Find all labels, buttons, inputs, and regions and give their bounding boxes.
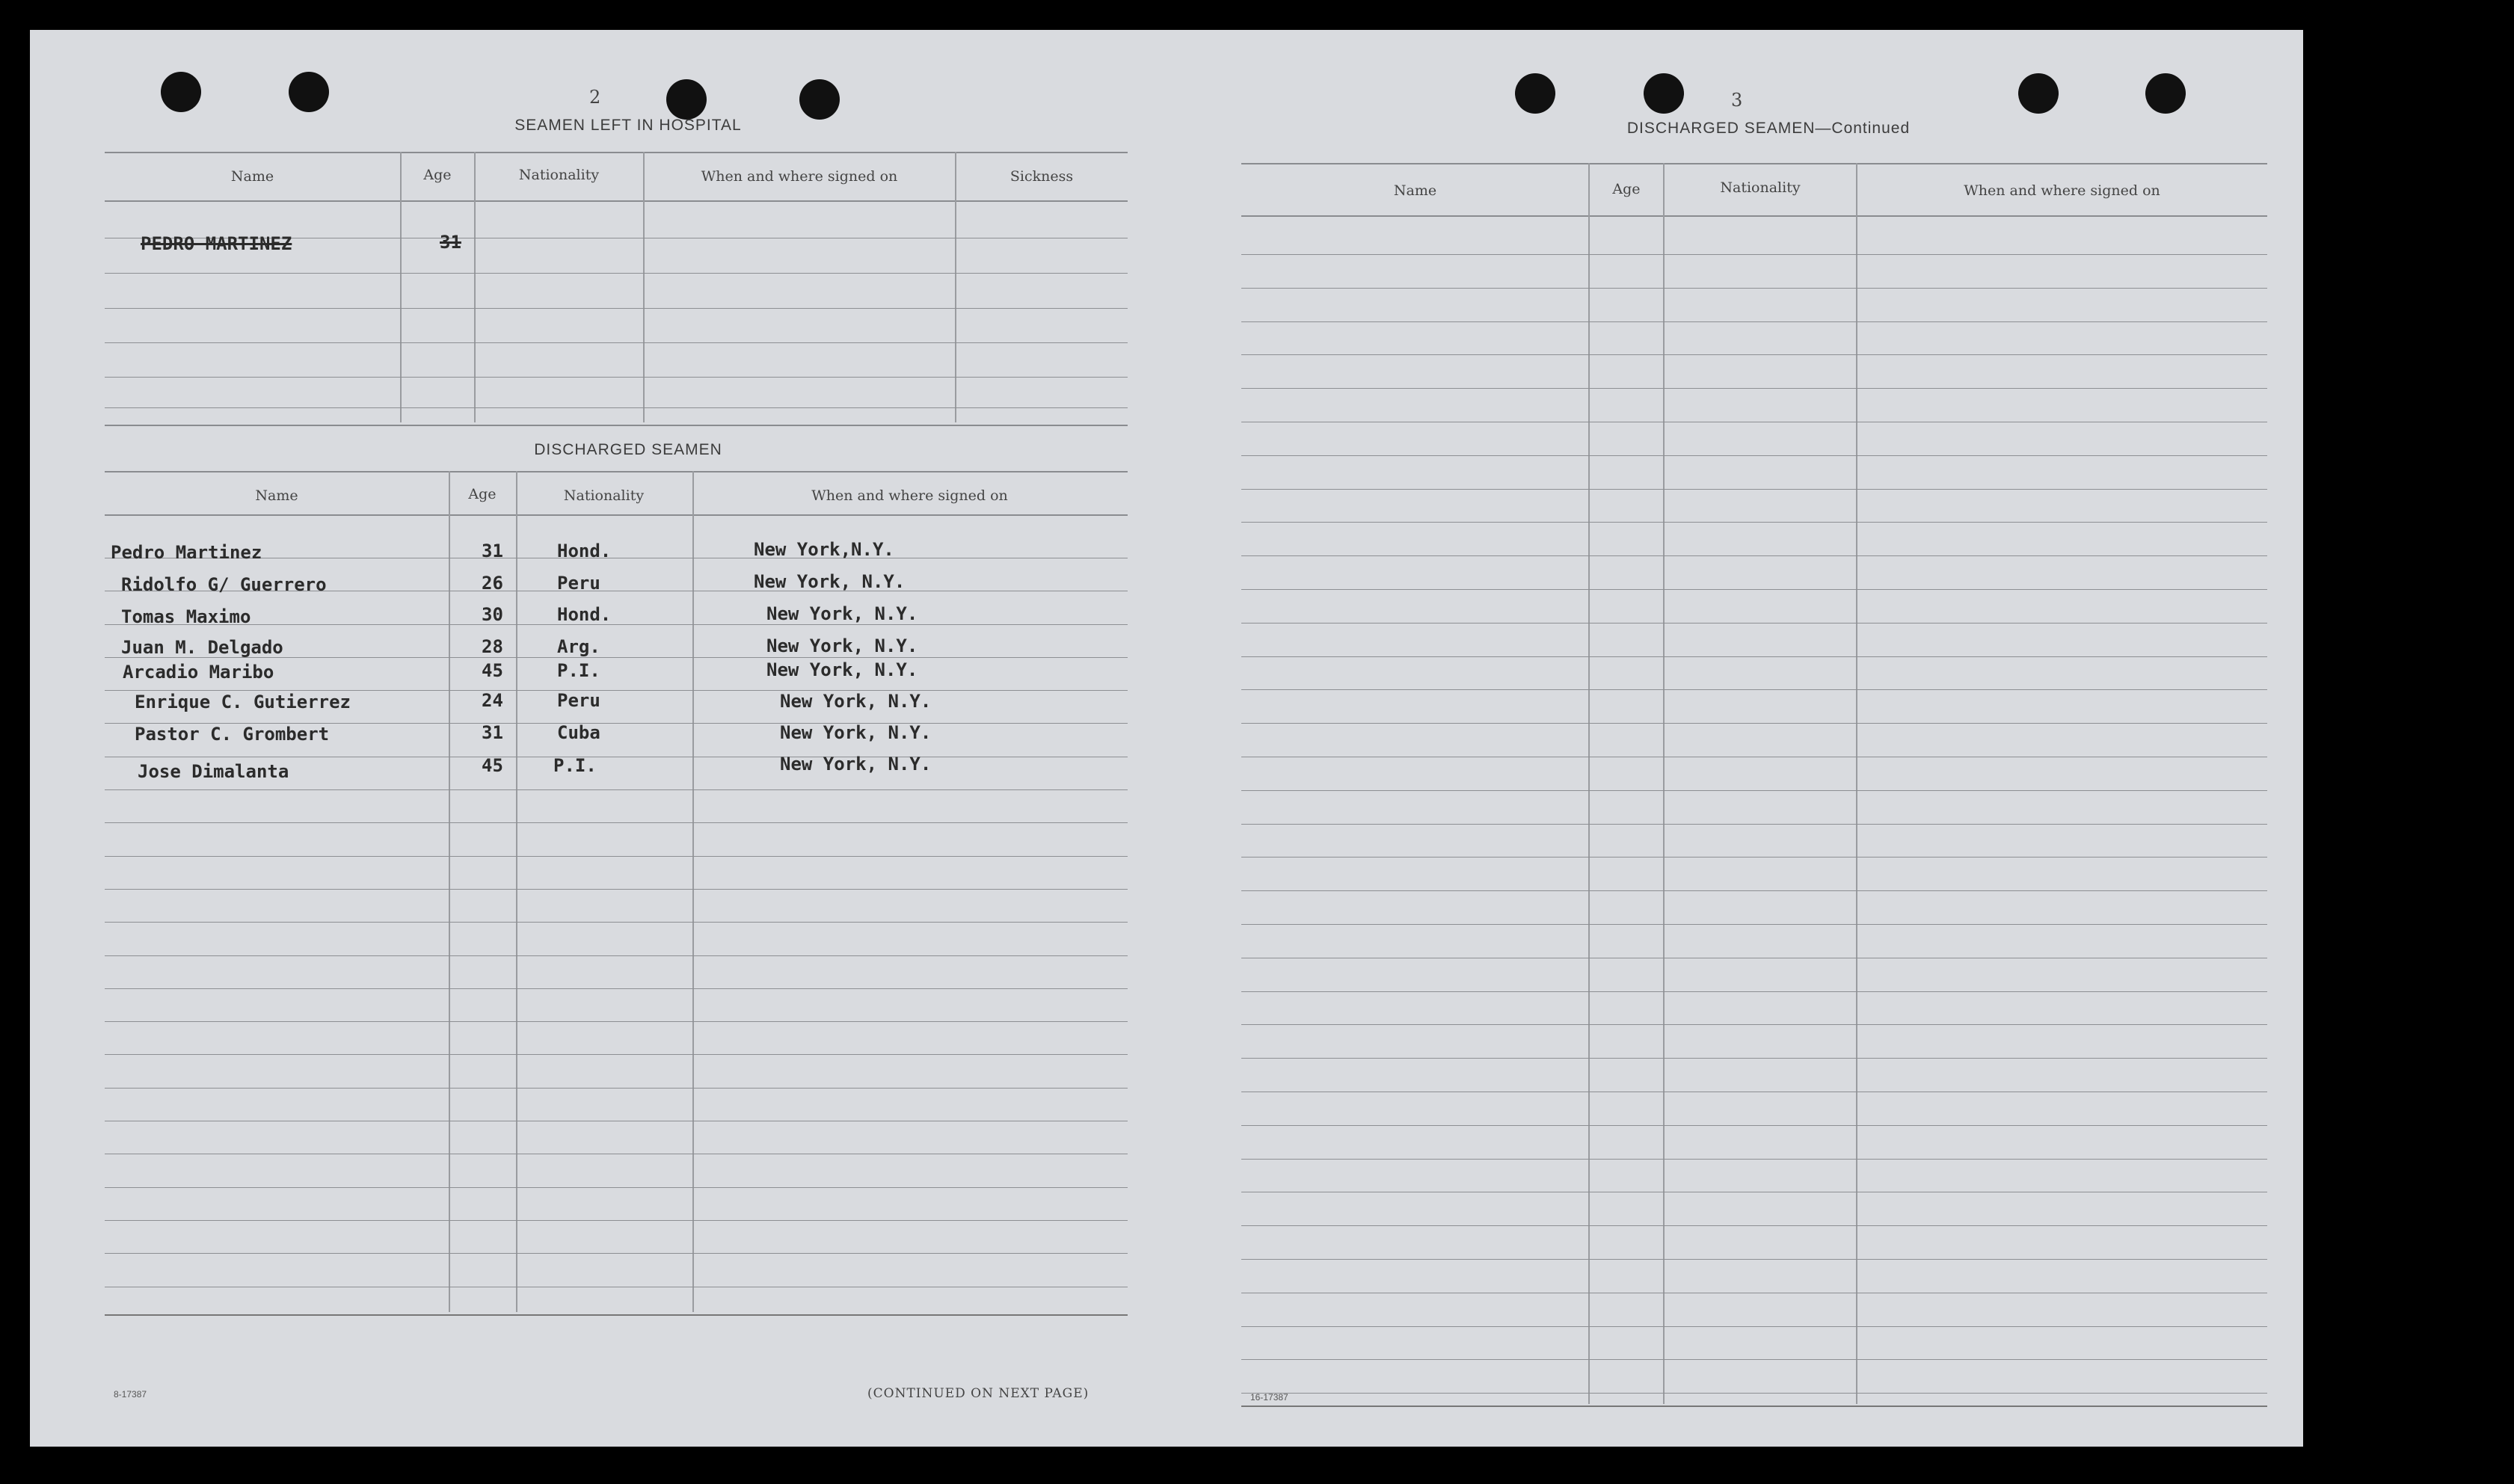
punch-hole bbox=[666, 79, 707, 120]
row-rule bbox=[1241, 1159, 2267, 1160]
row-rule bbox=[1241, 1259, 2267, 1260]
seaman-signed-on: New York, N.Y. bbox=[780, 691, 932, 712]
row-rule bbox=[105, 407, 1128, 408]
form-number: 16-17387 bbox=[1250, 1392, 1288, 1403]
column-divider bbox=[955, 152, 956, 422]
col-header-signed-on: When and where signed on bbox=[701, 168, 898, 185]
seaman-name: Tomas Maximo bbox=[121, 606, 251, 627]
table-border bbox=[1241, 163, 2267, 164]
seaman-signed-on: New York, N.Y. bbox=[766, 659, 918, 680]
col-header-nationality: Nationality bbox=[563, 487, 645, 504]
hospital-name: PEDRO MARTINEZ bbox=[141, 233, 292, 254]
seaman-signed-on: New York, N.Y. bbox=[766, 603, 918, 624]
column-divider bbox=[474, 152, 476, 422]
row-rule bbox=[105, 889, 1128, 890]
row-rule bbox=[105, 955, 1128, 956]
punch-hole bbox=[1515, 73, 1555, 114]
seaman-nationality: P.I. bbox=[553, 755, 597, 776]
row-rule bbox=[105, 1088, 1128, 1089]
col-header-name: Name bbox=[255, 487, 298, 504]
seaman-name: Juan M. Delgado bbox=[121, 637, 283, 658]
row-rule bbox=[1241, 890, 2267, 891]
discharged-continued-title: DISCHARGED SEAMEN—Continued bbox=[1626, 120, 1911, 137]
col-header-nationality: Nationality bbox=[1720, 179, 1801, 196]
punch-hole bbox=[799, 79, 840, 120]
punch-hole bbox=[161, 72, 201, 112]
row-rule bbox=[1241, 790, 2267, 791]
seaman-signed-on: New York, N.Y. bbox=[780, 754, 932, 775]
column-divider bbox=[1663, 163, 1665, 1404]
row-rule bbox=[1241, 924, 2267, 925]
row-rule bbox=[1241, 1359, 2267, 1360]
seaman-nationality: Cuba bbox=[557, 722, 600, 743]
row-rule bbox=[1241, 1393, 2267, 1394]
row-rule bbox=[105, 856, 1128, 857]
col-header-age: Age bbox=[1612, 181, 1641, 197]
column-divider bbox=[1856, 163, 1857, 1404]
row-rule bbox=[1241, 1225, 2267, 1226]
row-rule bbox=[105, 1187, 1128, 1188]
seaman-signed-on: New York,N.Y. bbox=[754, 539, 894, 560]
table-border bbox=[105, 514, 1128, 516]
row-rule bbox=[1241, 1125, 2267, 1126]
col-header-name: Name bbox=[230, 168, 274, 185]
row-rule bbox=[1241, 1058, 2267, 1059]
col-header-age: Age bbox=[423, 167, 452, 183]
discharged-title: DISCHARGED SEAMEN bbox=[534, 441, 722, 458]
table-border bbox=[105, 425, 1128, 426]
row-rule bbox=[105, 1054, 1128, 1055]
punch-hole bbox=[1644, 73, 1684, 114]
row-rule bbox=[1241, 824, 2267, 825]
table-border bbox=[1241, 215, 2267, 217]
row-rule bbox=[105, 922, 1128, 923]
col-header-name: Name bbox=[1393, 182, 1437, 199]
col-header-age: Age bbox=[468, 486, 497, 502]
seaman-signed-on: New York, N.Y. bbox=[754, 571, 906, 592]
seaman-nationality: P.I. bbox=[557, 660, 600, 681]
row-rule bbox=[105, 988, 1128, 989]
row-rule bbox=[1241, 723, 2267, 724]
seaman-age: 26 bbox=[482, 573, 503, 594]
table-border bbox=[105, 152, 1128, 153]
form-number: 8-17387 bbox=[114, 1389, 147, 1400]
row-rule bbox=[1241, 455, 2267, 456]
row-rule bbox=[1241, 354, 2267, 355]
row-rule bbox=[105, 342, 1128, 343]
row-rule bbox=[105, 822, 1128, 823]
seaman-signed-on: New York, N.Y. bbox=[766, 635, 918, 656]
column-divider bbox=[400, 152, 402, 422]
punch-hole bbox=[289, 72, 329, 112]
col-header-sickness: Sickness bbox=[1009, 168, 1074, 185]
row-rule bbox=[1241, 489, 2267, 490]
row-rule bbox=[105, 377, 1128, 378]
seaman-name: Jose Dimalanta bbox=[138, 761, 289, 782]
seaman-name: Pastor C. Grombert bbox=[135, 724, 330, 745]
seaman-name: Arcadio Maribo bbox=[123, 662, 274, 683]
row-rule bbox=[105, 690, 1128, 691]
punch-hole bbox=[2145, 73, 2186, 114]
seaman-age: 31 bbox=[482, 541, 503, 561]
seaman-nationality: Hond. bbox=[557, 604, 612, 625]
seaman-age: 28 bbox=[482, 636, 503, 657]
document-sheet bbox=[30, 30, 2303, 1447]
row-rule bbox=[1241, 857, 2267, 858]
row-rule bbox=[1241, 522, 2267, 523]
seaman-nationality: Hond. bbox=[557, 541, 612, 561]
row-rule bbox=[1241, 555, 2267, 556]
row-rule bbox=[105, 624, 1128, 625]
row-rule bbox=[1241, 656, 2267, 657]
row-rule bbox=[105, 308, 1128, 309]
seaman-age: 45 bbox=[482, 660, 503, 681]
row-rule bbox=[1241, 623, 2267, 624]
col-header-signed-on: When and where signed on bbox=[1964, 182, 2160, 199]
row-rule bbox=[1241, 1024, 2267, 1025]
seaman-age: 24 bbox=[482, 690, 503, 711]
row-rule bbox=[105, 789, 1128, 790]
hospital-age: 31 bbox=[440, 232, 461, 253]
column-divider bbox=[449, 471, 450, 1312]
continued-note: (CONTINUED ON NEXT PAGE) bbox=[867, 1386, 1089, 1401]
table-border bbox=[105, 1314, 1128, 1316]
row-rule bbox=[1241, 321, 2267, 322]
page-number: 3 bbox=[1731, 90, 1743, 111]
column-divider bbox=[692, 471, 694, 1312]
page-number: 2 bbox=[589, 87, 601, 108]
table-border bbox=[105, 471, 1128, 472]
seaman-name: Ridolfo G/ Guerrero bbox=[121, 574, 327, 595]
seaman-age: 31 bbox=[482, 722, 503, 743]
row-rule bbox=[1241, 589, 2267, 590]
seaman-nationality: Peru bbox=[557, 690, 600, 711]
row-rule bbox=[1241, 1326, 2267, 1327]
row-rule bbox=[105, 1021, 1128, 1022]
column-divider bbox=[643, 152, 645, 422]
row-rule bbox=[1241, 254, 2267, 255]
row-rule bbox=[1241, 288, 2267, 289]
table-border bbox=[105, 200, 1128, 202]
row-rule bbox=[1241, 991, 2267, 992]
hospital-title: SEAMEN LEFT IN HOSPITAL bbox=[514, 117, 742, 134]
seaman-nationality: Peru bbox=[557, 573, 600, 594]
seaman-age: 45 bbox=[482, 755, 503, 776]
row-rule bbox=[1241, 388, 2267, 389]
col-header-signed-on: When and where signed on bbox=[811, 487, 1008, 504]
column-divider bbox=[1588, 163, 1590, 1404]
seaman-name: Pedro Martinez bbox=[111, 542, 262, 563]
column-divider bbox=[516, 471, 517, 1312]
row-rule bbox=[1241, 689, 2267, 690]
punch-hole bbox=[2018, 73, 2059, 114]
row-rule bbox=[105, 1253, 1128, 1254]
seaman-nationality: Arg. bbox=[557, 636, 600, 657]
seaman-signed-on: New York, N.Y. bbox=[780, 722, 932, 743]
seaman-age: 30 bbox=[482, 604, 503, 625]
table-border bbox=[1241, 1406, 2267, 1407]
row-rule bbox=[105, 1220, 1128, 1221]
seaman-name: Enrique C. Gutierrez bbox=[135, 692, 351, 712]
row-rule bbox=[105, 273, 1128, 274]
col-header-nationality: Nationality bbox=[518, 167, 600, 183]
